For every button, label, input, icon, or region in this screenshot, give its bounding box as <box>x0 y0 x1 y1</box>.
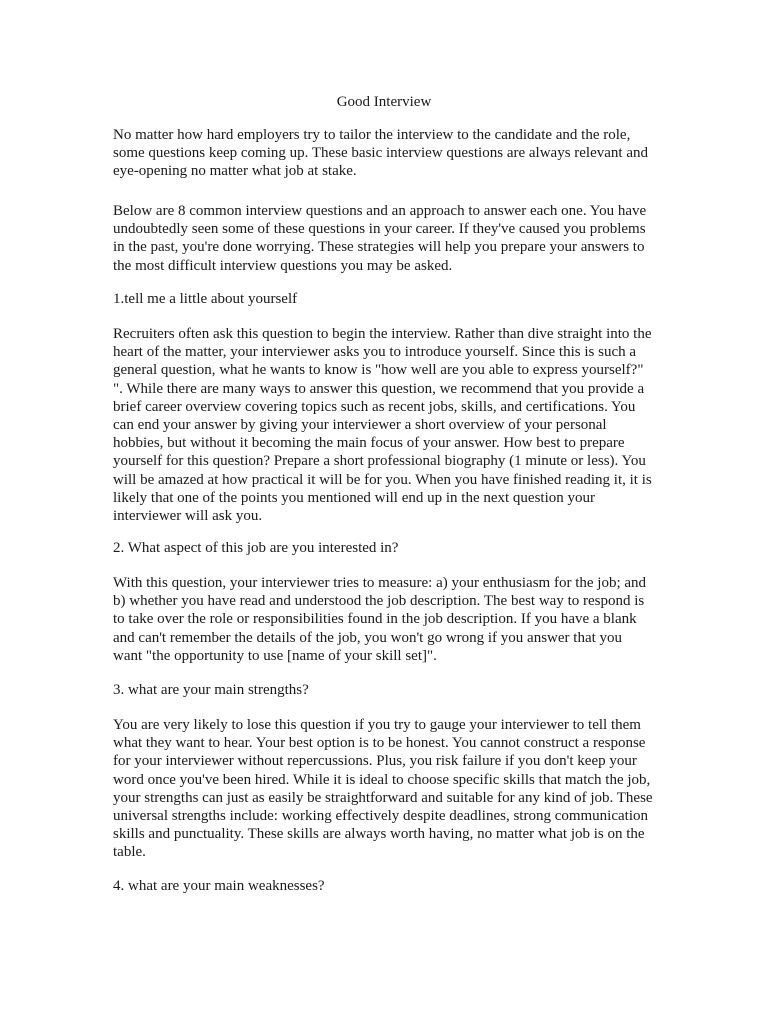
text-line: Below are 8 common interview questions and an approach to answer each one. You have <box>113 203 647 219</box>
text-line: ". While there are many ways to answer this question, we recommend that you provide a <box>113 380 645 397</box>
text-line: yourself for this question? Prepare a short professional biography (1 minute or less). You <box>113 453 646 470</box>
text-line: 3. what are your main strengths? <box>113 682 309 698</box>
text-line: word once you've been hired. While it is ideal to choose specific skills that match the job, <box>113 771 651 788</box>
text-line: With this question, your interviewer tries to measure: a) your enthusiasm for the job; and <box>113 575 647 591</box>
text-line: to take over the role or responsibilities found in the job description. If you have a blank <box>113 611 637 628</box>
text-line: brief career overview covering topics such as recent jobs, skills, and certifications. You <box>113 398 636 415</box>
text-line: the most difficult interview questions you may be asked. <box>113 257 453 274</box>
text-line: No matter how hard employers try to tailor the interview to the candidate and the role, <box>113 127 631 143</box>
intro-paragraph <box>113 126 648 181</box>
text-line: 2. What aspect of this job are you interested in? <box>113 540 399 556</box>
text-line: undoubtedly seen some of these questions in your career. If they've caused you problems <box>113 221 646 238</box>
text-line: heart of the matter, your interviewer asks you to introduce yourself. Since this is such a <box>113 344 637 361</box>
question-1-heading <box>113 290 297 308</box>
question-4-heading <box>113 877 325 895</box>
text-line: will be amazed at how practical it will be for you. When you have finished reading it, it is <box>113 471 652 488</box>
overview-paragraph <box>113 202 646 275</box>
question-3-heading <box>113 681 309 699</box>
text-line: hobbies, but without it becoming the main focus of your answer. How best to prepare <box>113 435 625 452</box>
text-line: table. <box>113 844 146 861</box>
question-2-answer <box>113 574 646 665</box>
text-line: general question, what he wants to know is "how well are you able to express yourself?" <box>113 362 644 379</box>
text-line: likely that one of the points you mentioned will end up in the next question your <box>113 489 596 506</box>
question-2-heading <box>113 539 398 557</box>
text-line: 4. what are your main weaknesses? <box>113 878 325 894</box>
question-3-answer <box>113 716 653 862</box>
text-line: can end your answer by giving your interviewer a short overview of your personal <box>113 417 607 434</box>
text-line: want "the opportunity to use [name of your skill set]". <box>113 647 437 664</box>
text-line: Recruiters often ask this question to begin the interview. Rather than dive straight into the <box>113 326 652 342</box>
text-line: 1.tell me a little about yourself <box>113 291 298 307</box>
text-line: some questions keep coming up. These basic interview questions are always relevant and <box>113 145 648 162</box>
text-line: and can't remember the details of the job, you won't go wrong if you answer that you <box>113 629 623 646</box>
document-title: Good Interview <box>336 94 432 110</box>
text-line: You are very likely to lose this question if you try to gauge your interviewer to tell them <box>113 717 641 733</box>
text-line: in the past, you're done worrying. These strategies will help you prepare your answers to <box>113 239 645 256</box>
text-line: interviewer will ask you. <box>113 508 263 525</box>
text-line: for your interviewer without repercussions. Plus, you risk failure if you don't keep your <box>113 753 637 770</box>
question-1-answer <box>113 325 652 525</box>
text-line: b) whether you have read and understood the job description. The best way to respond is <box>113 593 645 610</box>
text-line: skills and punctuality. These skills are always worth having, no matter what job is on the <box>113 826 645 843</box>
text-line: your strengths can just as easily be straightforward and suitable for any kind of job. These <box>113 789 653 806</box>
text-line: universal strengths include: working effectively despite deadlines, strong communication <box>113 808 649 825</box>
text-line: what they want to hear. Your best option is to be honest. You cannot construct a response <box>113 735 646 752</box>
text-line: eye-opening no matter what job at stake. <box>113 163 357 180</box>
